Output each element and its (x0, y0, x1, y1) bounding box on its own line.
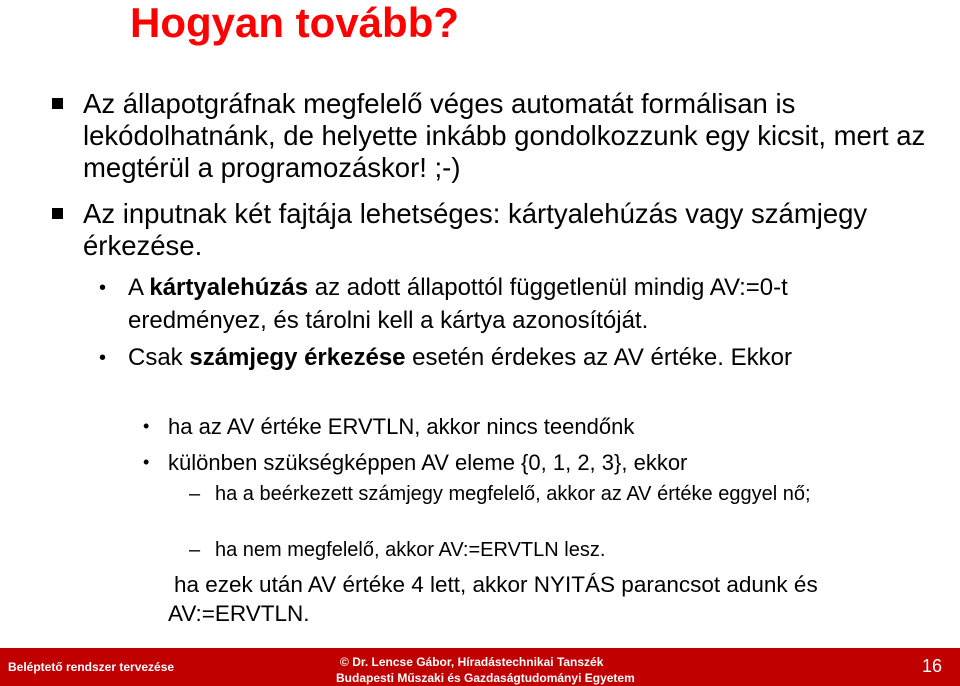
sub-bullet-2-prefix: Csak (128, 344, 190, 371)
square-bullet-icon (52, 208, 63, 219)
subsub-bullet-1-text: ha az AV értéke ERVTLN, akkor nincs teendőnk (168, 414, 635, 439)
closing-text (168, 570, 928, 628)
footer-author: Dr. Lencse Gábor, Híradástechnikai Tanszék (352, 655, 604, 669)
dot-bullet-icon: • (143, 452, 150, 472)
bullet-point-1 (83, 88, 943, 184)
subsub-bullet-2 (143, 444, 948, 481)
dash-item-2 (189, 536, 935, 564)
sub-bullet-1-bold: kártyalehúzás (149, 274, 309, 301)
sub-bullet-1-prefix: A (128, 274, 150, 301)
subsub-bullet-2-text: különben szükségképpen AV eleme {0, 1, 2, 3}, ekkor (168, 450, 688, 475)
bullet-point-2 (83, 198, 943, 262)
closing-text-content: ha ezek után AV értéke 4 lett, akkor NYITÁS parancsot adunk és AV:=ERVTLN. (168, 572, 818, 626)
dash-item-1 (189, 480, 935, 508)
dash-item-2-text: ha nem megfelelő, akkor AV:=ERVTLN lesz. (215, 539, 606, 561)
sub-bullet-1-suffix: az adott állapottól függetlenül mindig AV:=0-t eredményez, és tárolni kell a kártya azonosítóját. (128, 274, 788, 334)
footer-institution: Budapesti Műszaki és Gazdaságtudományi Egyetem (336, 671, 635, 685)
dot-bullet-icon: • (143, 416, 150, 436)
bullet-point-2-text: Az inputnak két fajtája lehetséges: kártyalehúzás vagy számjegy érkezése. (83, 198, 868, 261)
sub-bullet-2-suffix: esetén érdekes az AV értéke. Ekkor (405, 344, 792, 371)
dash-item-1-text: ha a beérkezett számjegy megfelelő, akkor az AV értéke eggyel nő; (215, 483, 811, 505)
slide-footer (0, 648, 960, 686)
sub-bullet-1 (99, 271, 928, 337)
dot-bullet-icon: • (99, 277, 107, 299)
copyright-icon: © (340, 655, 349, 669)
slide-title: Hogyan tovább? (130, 0, 460, 46)
footer-course-title: Beléptető rendszer tervezése (8, 660, 175, 674)
footer-credits (336, 654, 636, 686)
dash-bullet-icon: – (189, 483, 201, 505)
page-number: 16 (921, 656, 942, 676)
sub-bullet-2 (99, 341, 928, 374)
dash-bullet-icon: – (189, 539, 201, 561)
dot-bullet-icon: • (99, 347, 107, 369)
subsub-bullet-1 (143, 408, 948, 445)
square-bullet-icon (52, 98, 63, 109)
bullet-point-1-text: Az állapotgráfnak megfelelő véges automatát formálisan is lekódolhatnánk, de helyette inkább gondolkozzunk egy kicsit, mert az megtérül a programozáskor! ;-) (83, 88, 926, 183)
sub-bullet-2-bold: számjegy érkezése (189, 344, 406, 371)
